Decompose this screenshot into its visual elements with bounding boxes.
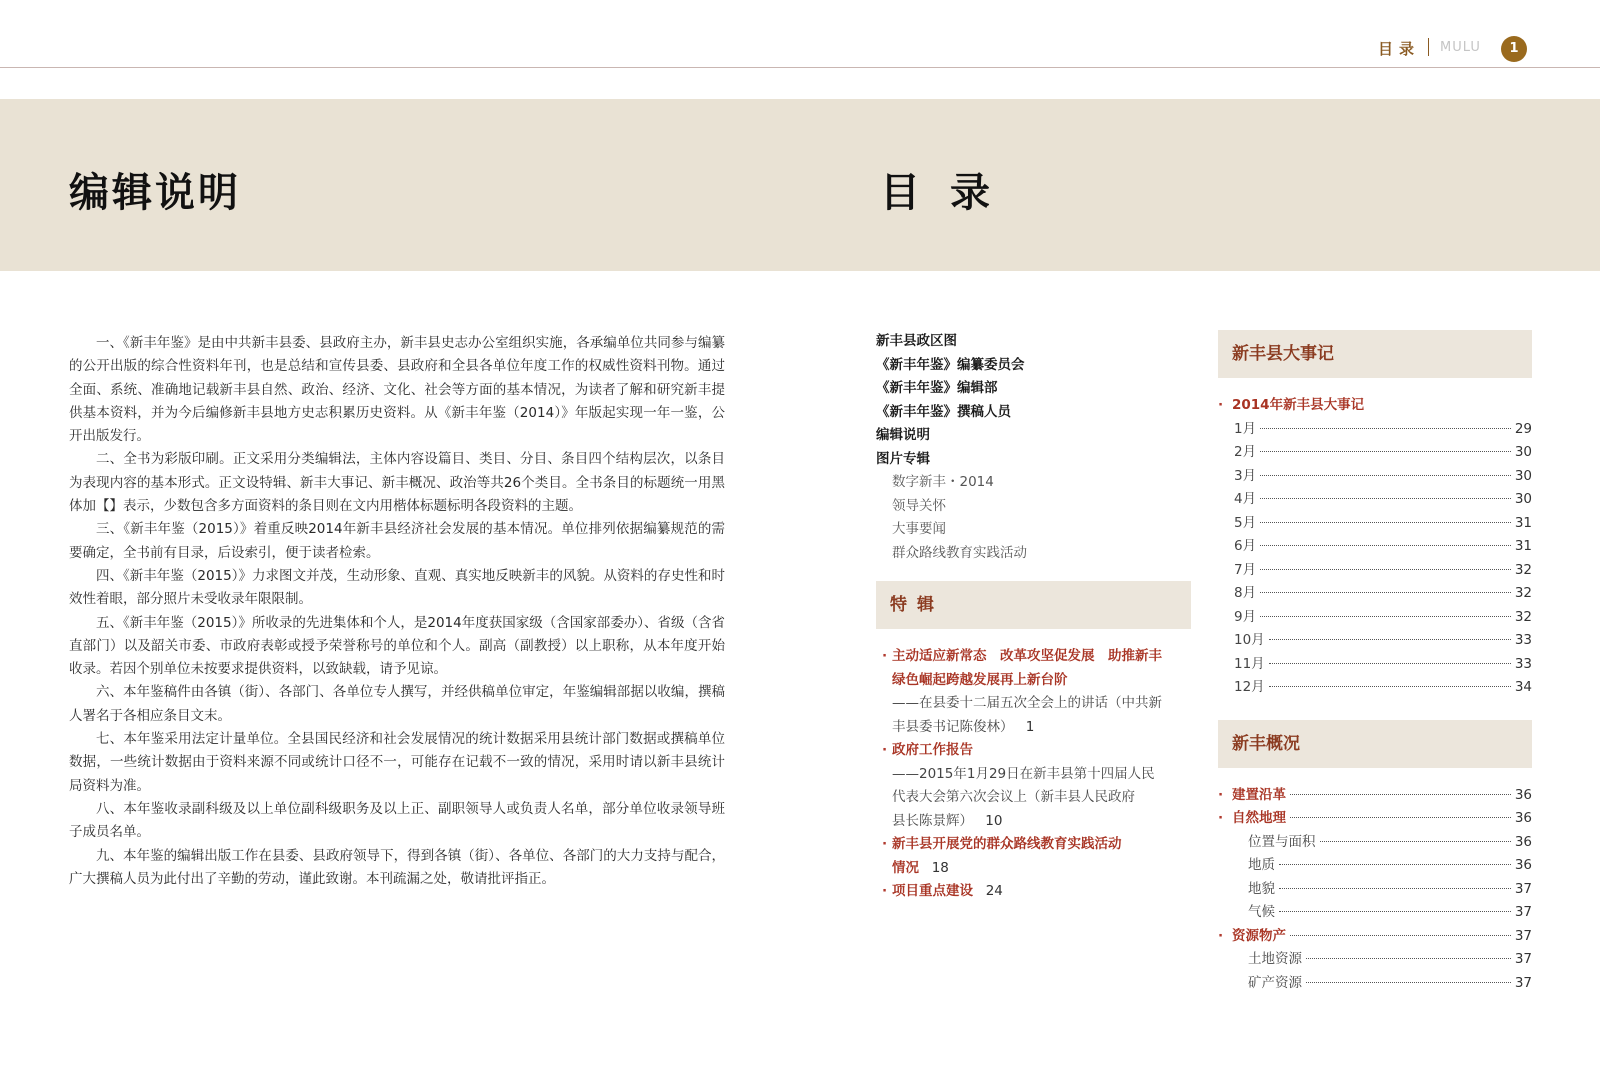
note-paragraph: 三、《新丰年鉴（2015）》着重反映2014年新丰县经济社会发展的基本情况。单位排列依据编纂规范的需要确定，全书前有目录，后设索引，便于读者检索。 — [69, 521, 725, 561]
header-separator — [1428, 38, 1429, 56]
toc-row-label: 1月 — [1234, 420, 1257, 437]
toc-photo-subitem[interactable]: 领导关怀 — [892, 497, 946, 514]
section-heading-special: 特辑 — [876, 581, 1191, 629]
bullet-dot: · — [1218, 810, 1224, 826]
toc-row-month[interactable] — [1218, 559, 1532, 583]
leader-dots — [1260, 592, 1511, 593]
toc-row-label: 8月 — [1234, 585, 1257, 601]
toc-section-special — [876, 581, 1191, 904]
toc-page-number: 30 — [1514, 444, 1532, 460]
toc-row-sub[interactable] — [1218, 972, 1532, 996]
note-paragraph: 五、《新丰年鉴（2015）》所收录的先进集体和个人，是2014年度获国家级（含国家部委办）、省级（含省直部门）以及韶关市委、市政府表彰或授予荣誉称号的单位和个人。副高（副教授）以上职称，从本年度开始收录。若因个别单位未按要求提供资料，以致缺载，请予见谅。 — [69, 614, 725, 678]
editorial-notes — [69, 332, 725, 891]
bullet-dot: · — [1218, 786, 1224, 803]
month-list — [1218, 418, 1532, 700]
bullet-dot: · — [882, 836, 888, 852]
toc-page-number: 37 — [1514, 927, 1532, 944]
toc-entry-lead-line — [876, 810, 1191, 834]
bullet-dot: · — [882, 883, 888, 899]
toc-row-label: 资源物产 — [1232, 927, 1286, 944]
toc-entry[interactable] — [876, 880, 1191, 904]
leader-dots — [1260, 475, 1511, 476]
toc-row-label: 位置与面积 — [1248, 833, 1316, 850]
note-paragraph: 六、本年鉴稿件由各镇（街）、各部门、各单位专人撰写，并经供稿单位审定，年鉴编辑部据以收编，撰稿人署名于各相应条目文末。 — [69, 684, 725, 724]
toc-row-month[interactable] — [1218, 512, 1532, 536]
toc-row-label: 气候 — [1248, 904, 1275, 920]
leader-dots — [1260, 498, 1511, 499]
toc-row-label: 矿产资源 — [1248, 974, 1302, 991]
toc-entry-title-line: 主动适应新常态 改革攻坚促发展 助推新丰 — [892, 648, 1162, 664]
leader-dots — [1290, 794, 1511, 795]
leader-dots — [1260, 451, 1511, 452]
toc-front-item[interactable]: 新丰县政区图 — [876, 333, 957, 349]
toc-front-item[interactable]: 《新丰年鉴》编纂委员会 — [876, 356, 1025, 373]
toc-page-number: 36 — [1514, 857, 1532, 873]
toc-row-sub[interactable] — [1218, 831, 1532, 855]
toc-entry-subtitle-line: ——在县委十二届五次全会上的讲话（中共新 — [892, 695, 1162, 711]
toc-entry[interactable] — [876, 645, 1191, 739]
note-paragraph: 四、《新丰年鉴（2015）》力求图文并茂，生动形象、直观、真实地反映新丰的风貌。从资料的存史性和时效性着眼，部分照片未受收录年限限制。 — [69, 567, 725, 608]
toc-row-label: 土地资源 — [1248, 951, 1302, 967]
toc-entry-lead-line — [876, 716, 1191, 740]
toc-page-number: 32 — [1514, 561, 1532, 578]
leader-dots — [1269, 663, 1511, 664]
note-paragraph: 一、《新丰年鉴》是由中共新丰县委、县政府主办，新丰县史志办公室组织实施，各承编单位共同参与编纂的公开出版的综合性资料年刊，也是总结和宣传县委、县政府和全县各单位年度工作的权威性资料刊物。通过全面、系统、准确地记载新丰县自然、政治、经济、文化、社会等方面的基本情况，为读者了解和研究新丰提供基本资料，并为今后编修新丰县地方史志积累历史资料。从《新丰年鉴（2014）》年版起实现一年一鉴，公开出版发行。 — [69, 335, 725, 445]
toc-entry-title-line: 项目重点建设 — [892, 883, 973, 899]
toc-page-number: 10 — [985, 812, 1003, 829]
header-section-label: 目录 — [1378, 40, 1421, 58]
toc-row-label: 4月 — [1234, 491, 1257, 507]
toc-row-label: 11月 — [1234, 655, 1265, 672]
toc-entry-lead-line — [876, 857, 1191, 881]
leader-dots — [1320, 841, 1511, 842]
toc-row-month[interactable] — [1218, 465, 1532, 489]
section-heading-overview: 新丰概况 — [1218, 720, 1532, 768]
toc-row-label: 9月 — [1234, 608, 1257, 625]
toc-row-label: 地质 — [1248, 857, 1275, 873]
toc-row-label: 建置沿革 — [1232, 786, 1286, 803]
toc-section-overview — [1218, 720, 1532, 996]
leader-dots — [1260, 522, 1511, 523]
toc-row-month[interactable] — [1218, 676, 1532, 700]
toc-page-number: 31 — [1514, 538, 1532, 554]
leader-dots — [1260, 569, 1511, 570]
toc-row-label: 自然地理 — [1232, 810, 1286, 826]
toc-page-number: 37 — [1514, 904, 1532, 920]
leader-dots — [1269, 686, 1511, 687]
toc-row-label: 7月 — [1234, 561, 1257, 578]
bullet-dot: · — [1218, 927, 1224, 944]
note-paragraph: 八、本年鉴收录副科级及以上单位副科级职务及以上正、副职领导人或负责人名单，部分单位收录领导班子成员名单。 — [69, 800, 725, 841]
leader-dots — [1269, 639, 1511, 640]
page-number-badge: 1 — [1501, 36, 1527, 62]
toc-section-chronicle — [1218, 330, 1532, 700]
leader-dots — [1306, 958, 1511, 959]
note-paragraph: 九、本年鉴的编辑出版工作在县委、县政府领导下，得到各镇（街）、各单位、各部门的大力支持与配合，广大撰稿人员为此付出了辛勤的劳动，谨此致谢。本刊疏漏之处，敬请批评指正。 — [69, 847, 725, 887]
title-band — [0, 99, 1600, 271]
header-rule — [0, 67, 1600, 68]
toc-entry-title-line: 情况 — [892, 859, 919, 876]
toc-page-number: 18 — [931, 859, 949, 876]
toc-entry-subtitle-line: 丰县委书记陈俊林） — [892, 718, 1014, 735]
header-section-pinyin: MULU — [1440, 40, 1481, 55]
leader-dots — [1260, 545, 1511, 546]
leader-dots — [1290, 817, 1511, 818]
toc-front-item[interactable]: 编辑说明 — [876, 427, 930, 443]
toc-page-number: 36 — [1514, 810, 1532, 826]
toc-entry-title-line: 绿色崛起跨越发展再上新台阶 — [892, 671, 1068, 688]
toc-row-label: 3月 — [1234, 467, 1257, 484]
toc-row-label: 6月 — [1234, 538, 1257, 554]
leader-dots — [1260, 428, 1511, 429]
toc-front-item[interactable]: 《新丰年鉴》撰稿人员 — [876, 403, 1011, 420]
toc-page-number: 30 — [1514, 491, 1532, 507]
toc-page-number: 32 — [1514, 608, 1532, 625]
toc-row-sub[interactable] — [1218, 854, 1532, 878]
toc-front-item[interactable]: 《新丰年鉴》编辑部 — [876, 380, 998, 396]
toc-page-number: 33 — [1514, 655, 1532, 672]
toc-row-label: 2月 — [1234, 444, 1257, 460]
toc-row-label: 5月 — [1234, 514, 1257, 531]
toc-right-column — [1218, 330, 1532, 995]
bullet-dot: · — [1218, 397, 1224, 413]
toc-row-month[interactable] — [1218, 418, 1532, 442]
toc-front-item[interactable]: 图片专辑 — [876, 450, 930, 467]
leader-dots — [1306, 982, 1511, 983]
toc-row-month[interactable] — [1218, 535, 1532, 559]
toc-row-label: 地貌 — [1248, 880, 1275, 897]
note-paragraph: 二、全书为彩版印刷。正文采用分类编辑法，主体内容设篇目、类目、分目、条目四个结构层次，以条目为表现内容的基本形式。正文设特辑、新丰大事记、新丰概况、政治等共26个类目。全书条目的标题统一用黑体加【】表示，少数包含多方面资料的条目则在文内用楷体标题标明各段资料的主题。 — [69, 451, 725, 515]
toc-row-month[interactable] — [1218, 488, 1532, 512]
toc-entry-subtitle-line: ——2015年1月29日在新丰县第十四届人民 — [892, 765, 1155, 782]
toc-photo-subitem[interactable]: 群众路线教育实践活动 — [892, 544, 1027, 561]
toc-page-number: 31 — [1514, 514, 1532, 531]
toc-photo-subitem[interactable]: 大事要闻 — [892, 521, 946, 537]
toc-page-number: 37 — [1514, 951, 1532, 967]
section-heading-chronicle: 新丰县大事记 — [1218, 330, 1532, 378]
leader-dots — [1260, 616, 1511, 617]
toc-photo-subitem[interactable]: 数字新丰・2014 — [892, 474, 994, 490]
toc-row-sub[interactable] — [1218, 948, 1532, 972]
toc-row-sub[interactable] — [1218, 901, 1532, 925]
note-paragraph: 七、本年鉴采用法定计量单位。全县国民经济和社会发展情况的统计数据采用县统计部门数据或撰稿单位数据，一些统计数据由于资料来源不同或统计口径不一，可能存在记载不一致的情况，采用时请以新丰县统计局资料为准。 — [69, 731, 725, 794]
page-title-contents: 目录 — [880, 169, 1020, 216]
leader-dots — [1279, 911, 1511, 912]
toc-entry[interactable] — [876, 739, 1191, 833]
page-title-editorial-notes: 编辑说明 — [69, 169, 241, 216]
leader-dots — [1279, 864, 1511, 865]
toc-page-number: 32 — [1514, 585, 1532, 601]
toc-row[interactable] — [1218, 807, 1532, 831]
bullet-dot: · — [882, 648, 888, 664]
toc-entry-subtitle-line: 县长陈景辉） — [892, 812, 973, 829]
leader-dots — [1290, 935, 1511, 936]
toc-row-month[interactable] — [1218, 606, 1532, 630]
front-matter-list — [876, 330, 1191, 565]
toc-middle-column — [876, 330, 1191, 904]
toc-row-label: 10月 — [1234, 632, 1265, 648]
toc-entry-lead-line — [876, 880, 1191, 904]
toc-entry[interactable] — [876, 833, 1191, 880]
overview-list — [1218, 784, 1532, 996]
toc-row-month[interactable] — [1218, 582, 1532, 606]
toc-page-number: 36 — [1514, 786, 1532, 803]
toc-row-month[interactable] — [1218, 441, 1532, 465]
toc-row-sub[interactable] — [1218, 878, 1532, 902]
toc-row-label: 2014年新丰县大事记 — [1232, 397, 1365, 413]
toc-page-number: 29 — [1514, 420, 1532, 437]
toc-page-number: 24 — [985, 883, 1003, 899]
leader-dots — [1279, 888, 1511, 889]
toc-page-number: 36 — [1514, 833, 1532, 850]
page-header — [0, 0, 1600, 70]
toc-page-number: 1 — [1025, 718, 1035, 735]
bullet-dot: · — [882, 742, 888, 758]
toc-row-month[interactable] — [1218, 653, 1532, 677]
toc-row[interactable] — [1218, 394, 1532, 418]
toc-entry-title-line: 新丰县开展党的群众路线教育实践活动 — [892, 836, 1122, 852]
toc-page-number: 37 — [1514, 974, 1532, 991]
toc-page-number: 33 — [1514, 632, 1532, 648]
toc-page-number: 34 — [1514, 679, 1532, 695]
toc-row[interactable] — [1218, 784, 1532, 808]
toc-entry-subtitle-line: 代表大会第六次会议上（新丰县人民政府 — [892, 789, 1135, 805]
toc-row-label: 12月 — [1234, 679, 1265, 695]
toc-page-number: 37 — [1514, 880, 1532, 897]
toc-page-number: 30 — [1514, 467, 1532, 484]
toc-row[interactable] — [1218, 925, 1532, 949]
toc-row-month[interactable] — [1218, 629, 1532, 653]
toc-entry-title-line: 政府工作报告 — [892, 742, 973, 758]
